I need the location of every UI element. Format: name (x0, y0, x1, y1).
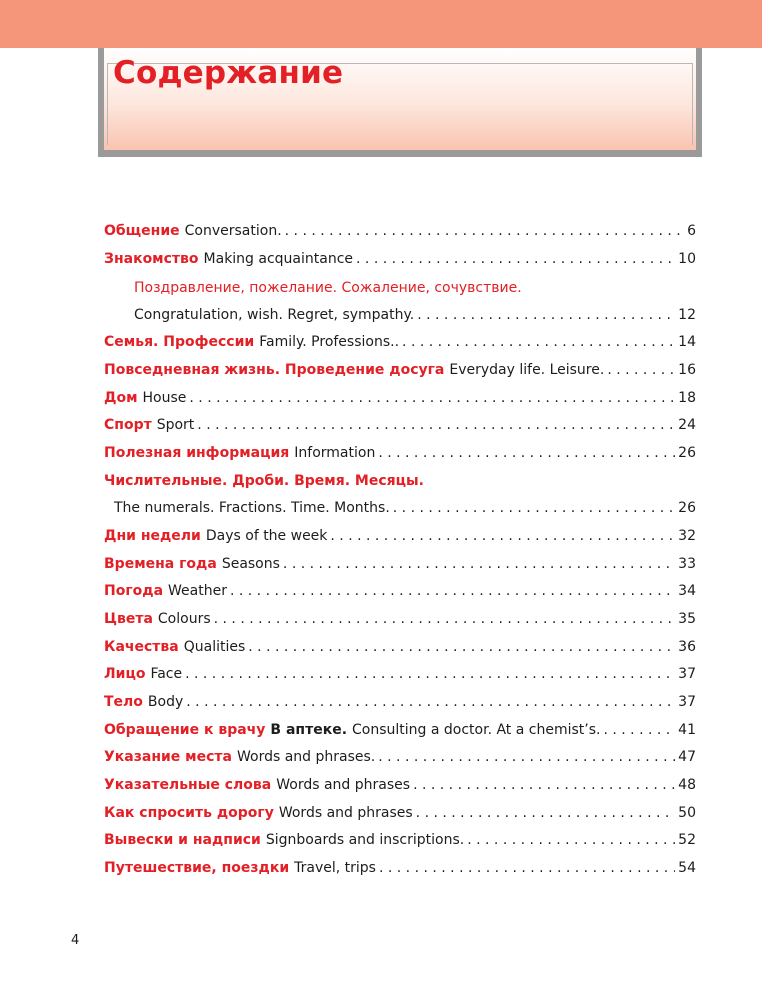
dot-leader (467, 829, 675, 851)
toc-entry-title-ru: Лицо (104, 666, 146, 682)
toc-entry-title-ru: Тело (104, 694, 143, 710)
toc-entry-page: 48 (678, 777, 696, 793)
toc-entry-page: 50 (678, 805, 696, 821)
toc-entry-title-ru: Путешествие, поездки (104, 860, 290, 876)
toc-entry-title-ru: Как спросить дорогу (104, 805, 274, 821)
toc-entry-title-en: The numerals. Fractions. Time. Months. (114, 500, 390, 516)
toc-entry-title-en: Words and phrases (278, 805, 413, 821)
dot-leader (186, 691, 675, 713)
dot-leader (285, 220, 684, 242)
toc-entry-title-ru: Дом (104, 390, 138, 406)
dot-leader (189, 387, 675, 409)
toc-entry-page: 18 (678, 390, 696, 406)
toc-entry-family[interactable] (104, 331, 696, 353)
dot-leader (378, 442, 675, 464)
toc-entry-weather[interactable] (104, 580, 696, 602)
toc-entry-page: 14 (678, 334, 696, 350)
toc-entry-title-ru: Указательные слова (104, 777, 272, 793)
toc-entry-title-ru: Повседневная жизнь. Проведение досуга (104, 362, 445, 378)
toc-entry-qualities[interactable] (104, 636, 696, 658)
toc-entry-title-en: Consulting a doctor. At a chemist’s. (352, 722, 601, 738)
toc-entry-signboards[interactable] (104, 829, 696, 851)
toc-entry-page: 36 (678, 639, 696, 655)
toc-entry-title-ru: Указание места (104, 749, 232, 765)
toc-entry-congratulation[interactable] (134, 304, 696, 326)
toc-entry-page: 32 (678, 528, 696, 544)
dot-leader (379, 857, 675, 879)
toc-entry-numerals[interactable] (114, 497, 696, 519)
toc-entry-sport[interactable] (104, 414, 696, 436)
toc-entry-title-en: Body (147, 694, 184, 710)
toc-entry-title-ru: Дни недели (104, 528, 201, 544)
toc-heading-numerals[interactable] (104, 470, 696, 492)
toc-entry-acquaintance[interactable] (104, 248, 696, 270)
toc-entry-colours[interactable] (104, 608, 696, 630)
toc-entry-title-en: Everyday life. Leisure. (449, 362, 605, 378)
title-banner (98, 48, 702, 157)
toc-entry-body[interactable] (104, 691, 696, 713)
toc-entry-page: 52 (678, 832, 696, 848)
toc-entry-title-ru: Качества (104, 639, 179, 655)
toc-entry-page: 33 (678, 556, 696, 572)
dot-leader (607, 359, 675, 381)
toc-entry-page: 37 (678, 694, 696, 710)
toc-entry-title-ru: Времена года (104, 556, 217, 572)
top-accent-band (0, 0, 762, 48)
toc-entry-page: 35 (678, 611, 696, 627)
toc-entry-title-ru: Погода (104, 583, 164, 599)
dot-leader (197, 414, 675, 436)
toc-entry-title-en: Seasons (221, 556, 280, 572)
dot-leader (402, 331, 675, 353)
toc-entry-title-en: Conversation. (184, 223, 282, 239)
toc-entry-title-en: Words and phrases. (236, 749, 376, 765)
dot-leader (283, 553, 675, 575)
dot-leader (356, 248, 675, 270)
toc-entry-location[interactable] (104, 746, 696, 768)
dot-leader (230, 580, 675, 602)
dot-leader (413, 774, 675, 796)
dot-leader (603, 719, 675, 741)
toc-entry-page: 34 (678, 583, 696, 599)
toc-entry-title-ru: Знакомство (104, 251, 199, 267)
toc-entry-title-en: House (142, 390, 187, 406)
toc-entry-page: 37 (678, 666, 696, 682)
toc-entry-doctor[interactable] (104, 719, 696, 741)
dot-leader (393, 497, 675, 519)
toc-entry-face[interactable] (104, 663, 696, 685)
toc-entry-title-en: Congratulation, wish. Regret, sympathy. (134, 307, 415, 323)
page-number: 4 (71, 933, 80, 948)
toc-entry-house[interactable] (104, 387, 696, 409)
dot-leader (185, 663, 675, 685)
toc-entry-seasons[interactable] (104, 553, 696, 575)
toc-entry-page: 54 (678, 860, 696, 876)
dot-leader (330, 525, 675, 547)
toc-entry-page: 24 (678, 417, 696, 433)
toc-entry-title-en: Words and phrases (276, 777, 411, 793)
dot-leader (248, 636, 675, 658)
toc-entry-page: 41 (678, 722, 696, 738)
dot-leader (378, 746, 675, 768)
toc-entry-travel[interactable] (104, 857, 696, 879)
toc-entry-page: 47 (678, 749, 696, 765)
toc-entry-directions[interactable] (104, 802, 696, 824)
dot-leader (214, 608, 676, 630)
toc-entry-title-en: Colours (157, 611, 211, 627)
toc-entry-title-ru: Цвета (104, 611, 153, 627)
toc-entry-page: 26 (678, 445, 696, 461)
toc-entry-title-en: Sport (156, 417, 195, 433)
toc-entry-subtitle-ru: В аптеке. (270, 722, 348, 738)
toc-entry-title-ru: Общение (104, 223, 180, 239)
toc-entry-title-ru: Вывески и надписи (104, 832, 261, 848)
dot-leader (417, 304, 675, 326)
toc-entry-demonstratives[interactable] (104, 774, 696, 796)
toc-entry-page: 26 (678, 500, 696, 516)
toc-entry-title-en: Qualities (183, 639, 246, 655)
toc-entry-days[interactable] (104, 525, 696, 547)
toc-entry-title-en: Face (150, 666, 183, 682)
toc-entry-title-ru: Спорт (104, 417, 152, 433)
toc-entry-title-en: Family. Professions.. (259, 334, 400, 350)
dot-leader (416, 802, 676, 824)
toc-entry-title-en: Weather (168, 583, 227, 599)
toc-entry-title-ru: Числительные. Дроби. Время. Месяцы. (104, 473, 424, 489)
toc-entry-page: 12 (678, 307, 696, 323)
toc-entry-title-en: Signboards and inscriptions. (265, 832, 465, 848)
toc-entry-title-en: Days of the week (205, 528, 328, 544)
toc-entry-conversation[interactable] (104, 220, 696, 242)
toc-subheading-congratulation: Поздравление, пожелание. Сожаление, сочувствие. (134, 280, 522, 296)
toc-entry-information[interactable] (104, 442, 696, 464)
toc-entry-page: 10 (678, 251, 696, 267)
toc-entry-title-ru: Обращение к врачу (104, 722, 266, 738)
toc-entry-title-ru: Семья. Профессии (104, 334, 255, 350)
toc-entry-title-en: Making acquaintance (203, 251, 354, 267)
page-title: Содержание (113, 55, 344, 91)
toc-entry-page: 16 (678, 362, 696, 378)
toc-entry-title-en: Information (294, 445, 376, 461)
toc-entry-title-en: Travel, trips (294, 860, 376, 876)
toc-entry-page: 6 (687, 223, 696, 239)
toc-entry-everyday-life[interactable] (104, 359, 696, 381)
toc-entry-title-ru: Полезная информация (104, 445, 290, 461)
